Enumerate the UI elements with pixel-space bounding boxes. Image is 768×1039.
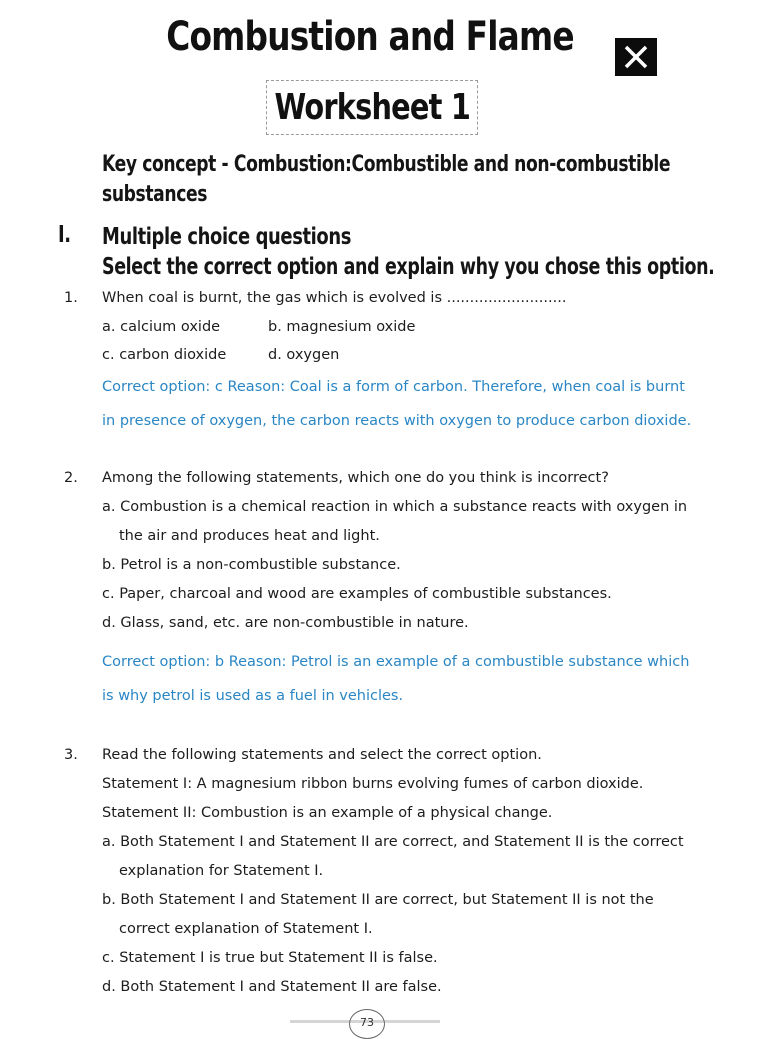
section-number: I. <box>58 222 71 248</box>
q1-answer-line-1: Correct option: c Reason: Coal is a form of carbon. Therefore, when coal is burnt <box>102 379 685 395</box>
q3-statement-1: Statement I: A magnesium ribbon burns evolving fumes of carbon dioxide. <box>102 776 644 792</box>
q2-number: 2. <box>64 470 78 486</box>
q1-number: 1. <box>64 290 78 306</box>
worksheet-label: Worksheet 1 <box>274 87 470 128</box>
q2-text: Among the following statements, which one do you think is incorrect? <box>102 470 609 486</box>
worksheet-label-box <box>266 80 478 135</box>
key-concept-line-2: substances <box>102 182 208 207</box>
q3-option-b-line-2: correct explanation of Statement I. <box>119 921 373 937</box>
page-title: Combustion and Flame <box>166 14 574 60</box>
q1-option-a: a. calcium oxide <box>102 319 221 335</box>
q3-statement-2: Statement II: Combustion is an example of a physical change. <box>102 805 553 821</box>
q1-option-c: c. carbon dioxide <box>102 347 227 363</box>
q2-answer-line-2: is why petrol is used as a fuel in vehicles. <box>102 688 404 704</box>
q1-text: When coal is burnt, the gas which is evolved is .......................... <box>102 290 567 306</box>
q3-option-d: d. Both Statement I and Statement II are false. <box>102 979 442 995</box>
q1-option-b: b. magnesium oxide <box>268 319 416 335</box>
close-button[interactable] <box>615 38 657 76</box>
q2-option-d: d. Glass, sand, etc. are non-combustible in nature. <box>102 615 469 631</box>
q3-option-a-line-1: a. Both Statement I and Statement II are correct, and Statement II is the correct <box>102 834 684 850</box>
q3-text: Read the following statements and select the correct option. <box>102 747 542 763</box>
q3-number: 3. <box>64 747 78 763</box>
q2-option-a-line-2: the air and produces heat and light. <box>119 528 380 544</box>
key-concept <box>102 150 670 210</box>
q2-option-a-line-1: a. Combustion is a chemical reaction in which a substance reacts with oxygen in <box>102 499 688 515</box>
q3-option-b-line-1: b. Both Statement I and Statement II are correct, but Statement II is not the <box>102 892 654 908</box>
q2-option-b: b. Petrol is a non-combustible substance. <box>102 557 401 573</box>
key-concept-line-1: Key concept - Combustion:Combustible and non-combustible <box>102 152 671 177</box>
section-instruction: Select the correct option and explain why you chose this option. <box>102 254 715 280</box>
q3-option-a-line-2: explanation for Statement I. <box>119 863 324 879</box>
q2-option-c: c. Paper, charcoal and wood are examples of combustible substances. <box>102 586 612 602</box>
q1-answer-line-2: in presence of oxygen, the carbon reacts with oxygen to produce carbon dioxide. <box>102 413 692 429</box>
q1-option-d: d. oxygen <box>268 347 340 363</box>
q3-option-c: c. Statement I is true but Statement II is false. <box>102 950 438 966</box>
section-title: Multiple choice questions <box>102 224 352 250</box>
close-icon <box>623 45 649 69</box>
page-number: 73 <box>349 1009 385 1039</box>
q2-answer-line-1: Correct option: b Reason: Petrol is an example of a combustible substance which <box>102 654 690 670</box>
